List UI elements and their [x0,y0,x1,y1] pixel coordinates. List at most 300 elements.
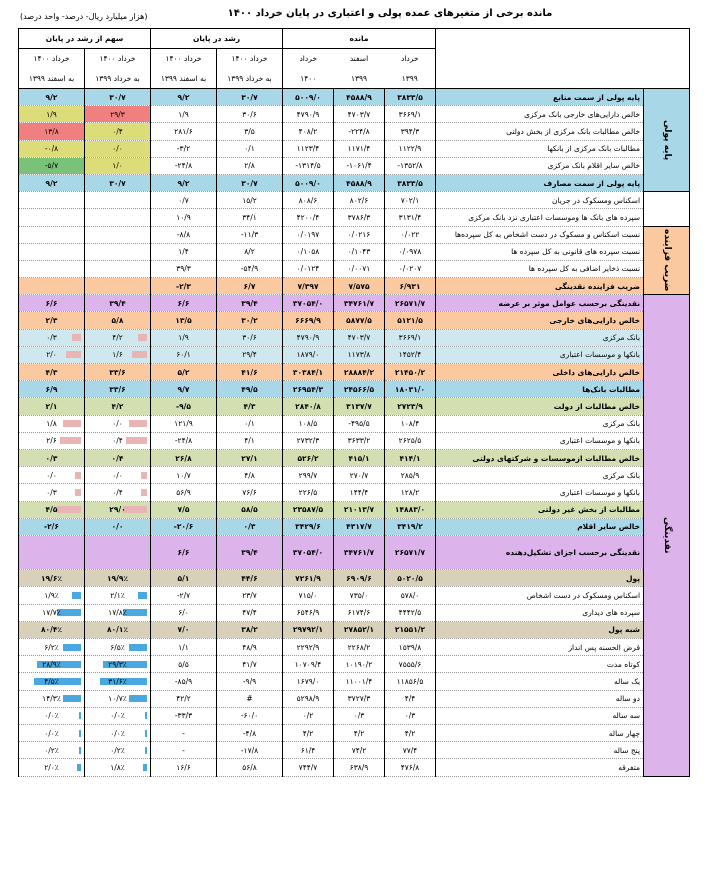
share-value: ۱۰/۷٪ [108,694,127,704]
balance-khordad99: ۰/۰۹۷۸ [385,243,436,260]
row-label: بانک مرکزی [436,329,644,346]
balance-khordad99: ۳۹۴/۳ [385,123,436,140]
growth-vs-1399: ۱۶/۶ [151,759,217,776]
share-bar-cell [88,488,147,497]
row-label: خالص مطالبات بانک مرکزی از بخش دولتی [436,123,644,140]
share-bar [72,334,81,341]
balance-khordad1400: ۰/۲ [283,707,334,724]
share-value: ۱/۹٪ [44,591,59,601]
page-title: مانده برخی از متغیرهای عمده پولی و اعتباری در پایان خرداد ۱۴۰۰ [227,8,553,19]
share-vs-kh99: ۳۳/۶ [85,364,151,381]
share-vs-kh99 [85,724,151,741]
share-bar [129,644,147,651]
row-label: بانک مرکزی [436,415,644,432]
row-label: دو ساله [436,690,644,707]
balance-khordad99: ۷۵۵۵/۶ [385,656,436,673]
growth-vs-kh99: ۲/۸ [217,157,283,174]
balance-esfand: ۸۰۲/۶ [334,192,385,209]
share-vs-1399: ۲/۳ [19,312,85,329]
growth-vs-kh99: ۳۹/۴ [217,295,283,312]
growth-vs-1399: ۹/۲ [151,174,217,191]
balance-esfand: ۴۵۸۸/۹ [334,174,385,191]
share-bar [66,351,81,358]
table-row [19,656,690,673]
table-row [19,140,690,157]
row-label: خالص سایر اقلام بانک مرکزی [436,157,644,174]
share-value: ۱/۶ [112,350,123,360]
share-vs-kh99 [85,415,151,432]
growth-vs-1399: -۲۰/۶ [151,518,217,535]
share-bar-cell [22,608,81,617]
share-vs-1399 [19,209,85,226]
h-growth-vskh: به خرداد ۱۳۹۹ [217,69,283,89]
data-table [18,28,690,777]
growth-vs-kh99: ۴/۸ [217,467,283,484]
share-value: ۴/۵٪ [44,676,59,686]
growth-vs-kh99: ۴/۱ [217,432,283,449]
share-value: ۶/۲٪ [44,642,59,652]
balance-khordad1400: ۷/۳۹۷ [283,278,334,295]
table-row [19,467,690,484]
section-label: ضریب فزاینده [644,226,690,295]
table-row [19,484,690,501]
share-header: سهم از رشد در پایان [19,29,151,49]
growth-vs-kh99: ۳۰/۶ [217,106,283,123]
balance-esfand: ۲۷۰/۷ [334,467,385,484]
share-vs-kh99 [85,501,151,518]
growth-vs-kh99: ۴۱/۶ [217,364,283,381]
share-vs-1399 [19,673,85,690]
balance-header: مانده [283,29,436,49]
balance-khordad99: ۳۱۳۱/۴ [385,209,436,226]
share-value: ۲/۰ [46,350,57,360]
share-value: ۱/۸٪ [110,762,125,772]
growth-vs-1399: ۰/۷ [151,192,217,209]
balance-khordad1400: ۲۸۴۰/۸ [283,398,334,415]
share-bar [63,420,81,427]
row-label: خالص مطالبات ازموسسات و شرکتهای دولتی [436,449,644,466]
row-label: سپرده های دیداری [436,604,644,621]
balance-khordad99: ۲۱۴۵۰/۲ [385,364,436,381]
balance-khordad99: ۳۴۱۹/۲ [385,518,436,535]
share-vs-1399 [19,346,85,363]
table-row [19,174,690,191]
balance-esfand: ۲۲۶۸/۲ [334,639,385,656]
table-row [19,621,690,638]
table-row [19,226,690,243]
balance-esfand: ۶۹۰۹/۶ [334,570,385,587]
growth-vs-kh99: ۱۵/۲ [217,192,283,209]
growth-vs-kh99: ۶/۷ [217,278,283,295]
row-label: بانک مرکزی [436,467,644,484]
balance-khordad99: ۱۰۸/۴ [385,415,436,432]
table-row [19,346,690,363]
share-vs-1399 [19,759,85,776]
growth-vs-kh99: ۳۰/۷ [217,89,283,106]
growth-vs-kh99: ۴۸/۹ [217,639,283,656]
h-khordad1400: خرداد [299,54,318,64]
share-bar-cell [22,746,81,755]
row-label: بانکها و موسسات اعتباری [436,432,644,449]
share-bar [129,695,147,702]
share-value: ۲/۱٪ [110,591,125,601]
growth-vs-kh99: ۴۹/۵ [217,381,283,398]
row-label: سپرده های بانک ها وموسسات اعتباری نزد بانک مرکزی [436,209,644,226]
share-vs-kh99: ۳۰/۷ [85,89,151,106]
share-vs-1399 [19,587,85,604]
growth-vs-kh99: ۸/۲ [217,243,283,260]
balance-khordad1400: ۰/۱۰۵۸ [283,243,334,260]
growth-vs-kh99: ۳۴/۱ [217,209,283,226]
table-row [19,243,690,260]
share-vs-kh99: ۸۰/۱٪ [85,621,151,638]
share-vs-1399: ۱/۹ [19,106,85,123]
share-vs-1399 [19,484,85,501]
balance-khordad1400: ۲۳۵۸۷/۵ [283,501,334,518]
share-vs-kh99 [85,707,151,724]
balance-esfand: -۲۲۴/۸ [334,123,385,140]
h-khordad99: خرداد [385,49,436,69]
share-bar [63,644,81,651]
growth-vs-1399: ۱۲۱/۹ [151,415,217,432]
share-vs-kh99 [85,759,151,776]
row-label: نسبت سپرده های قانونی به کل سپرده ها [436,243,644,260]
balance-khordad1400: ۷۲۶۱/۹ [283,570,334,587]
balance-khordad1400: ۱۶۷۹/۰ [283,673,334,690]
share-bar-cell [88,677,147,686]
row-label: نسبت اسکناس و مسکوک در دست اشخاص به کل سپرده‌ها [436,226,644,243]
row-label: اسکناس ومسکوک در دست اشخاص [436,587,644,604]
balance-esfand: ۰/۰۰۷۱ [334,260,385,277]
growth-vs-kh99: -۶۰/۰ [217,707,283,724]
share-vs-1399 [19,226,85,243]
share-bar [138,334,147,341]
share-bar [143,764,147,771]
share-vs-1399: ۱۹/۶٪ [19,570,85,587]
table-row [19,209,690,226]
share-bar-cell [22,333,81,342]
growth-vs-1399: ۱/۹ [151,106,217,123]
share-value: ۳۱/۶٪ [108,676,127,686]
balance-khordad1400: ۲۲۶/۵ [283,484,334,501]
row-label: نقدینگی برحسب عوامل موثر بر عرضه [436,295,644,312]
table-row [19,278,690,295]
share-vs-1399: ۰/۳ [19,449,85,466]
share-bar [79,730,81,737]
growth-vs-1399: ۶/۰ [151,604,217,621]
share-value: ۱۷/۸٪ [108,608,127,618]
growth-vs-1399: ۱۳/۵ [151,312,217,329]
h-growth-vs1399: به اسفند ۱۳۹۹ [151,69,217,89]
balance-khordad1400: ۵۰۰۹/۰ [283,174,334,191]
share-vs-kh99 [85,467,151,484]
balance-khordad1400: ۴۲۰۰/۴ [283,209,334,226]
share-bar-cell [22,591,81,600]
share-vs-kh99: ۳۳/۶ [85,381,151,398]
growth-vs-1399: ۳۹/۳ [151,260,217,277]
share-value: ۰/۴ [112,487,123,497]
growth-vs-1399: ۵/۵ [151,656,217,673]
table-row [19,501,690,518]
table-row [19,157,690,174]
balance-esfand: ۲۱۰۱۳/۷ [334,501,385,518]
share-bar-cell [22,677,81,686]
h-y1399a: ۱۳۹۹ [334,69,385,89]
share-vs-1399: ۸۰/۴٪ [19,621,85,638]
growth-vs-kh99: ۴۷/۴ [217,604,283,621]
row-label: قرض الحسنه پس انداز [436,639,644,656]
share-bar [63,695,81,702]
growth-vs-1399: ۲۸۱/۶ [151,123,217,140]
row-label: یک ساله [436,673,644,690]
share-bar [79,747,81,754]
growth-vs-1399: ۲۶/۸ [151,449,217,466]
growth-vs-kh99: ۵۸/۵ [217,501,283,518]
share-vs-kh99 [85,604,151,621]
table-row [19,759,690,776]
share-bar-cell [88,711,147,720]
row-label: متفرقه [436,759,644,776]
table-row [19,587,690,604]
balance-khordad1400: ۱۰۸/۵ [283,415,334,432]
growth-vs-kh99: ۳۰/۶ [217,329,283,346]
balance-khordad99: ۵۷۸/۰ [385,587,436,604]
share-vs-1399: ۶/۹ [19,381,85,398]
growth-vs-kh99: ۵۶/۸ [217,759,283,776]
row-label: خالص سایر اقلام [436,518,644,535]
share-vs-kh99 [85,346,151,363]
balance-esfand: ۱۰۱۹۰/۲ [334,656,385,673]
balance-esfand: ۷۴/۲ [334,742,385,759]
table-row [19,312,690,329]
table-row [19,724,690,741]
table-row [19,415,690,432]
share-vs-kh99 [85,278,151,295]
share-bar [138,592,147,599]
unit-note: (هزار میلیارد ریال- درصد- واحد درصد) [20,12,148,21]
balance-khordad99: ۲۶۲۵/۵ [385,432,436,449]
table-row [19,742,690,759]
table-row [19,673,690,690]
share-bar-cell [22,505,81,514]
balance-khordad99: ۳۸۳۳/۵ [385,174,436,191]
balance-khordad1400: ۳۷۰۵۴/۰ [283,535,334,569]
row-label: پایه پولی از سمت مصارف [436,174,644,191]
row-label: خالص دارایی‌های خارجی [436,312,644,329]
table-row [19,398,690,415]
balance-khordad99: ۷۰۲/۱ [385,192,436,209]
balance-khordad1400: ۱۰۷۰۹/۴ [283,656,334,673]
balance-esfand: ۴۱۵/۱ [334,449,385,466]
growth-vs-kh99: ۳۰/۷ [217,174,283,191]
balance-esfand: ۲۸۸۸۴/۲ [334,364,385,381]
h-y1399b: ۱۳۹۹ [385,69,436,89]
balance-khordad99: ۱۴۸۸۳/۰ [385,501,436,518]
section-blank [644,209,690,226]
share-value: ۰/۲٪ [110,745,125,755]
balance-esfand: ۷۳۵/۰ [334,587,385,604]
share-bar [145,730,147,737]
balance-khordad99: ۲۶۵۷۱/۷ [385,295,436,312]
balance-esfand: ۰/۱۰۴۳ [334,243,385,260]
share-vs-1399 [19,742,85,759]
row-label: سه ساله [436,707,644,724]
header-blank-3 [436,69,690,89]
balance-esfand: ۶۱۷۴/۶ [334,604,385,621]
share-vs-kh99: ۰/۰ [85,140,151,157]
balance-esfand: ۳۷۸۶/۳ [334,209,385,226]
share-vs-kh99: ۰/۴ [85,449,151,466]
balance-esfand: ۴۷۰۳/۷ [334,329,385,346]
share-bar-cell [22,419,81,428]
balance-khordad1400: ۲۷۳۲/۳ [283,432,334,449]
growth-vs-1399: - [151,742,217,759]
table-row [19,381,690,398]
share-vs-1399 [19,467,85,484]
share-bar [57,506,81,513]
share-bar-cell [88,436,147,445]
share-vs-kh99: ۴/۲ [85,398,151,415]
share-bar-cell [88,643,147,652]
row-label: نقدینگی برحسب اجزای تشکیل‌دهنده [436,535,644,569]
growth-vs-kh99: ۲۹/۴ [217,346,283,363]
share-bar-cell [88,419,147,428]
share-value: ۴/۲ [112,333,123,343]
growth-vs-kh99: ۰/۱ [217,415,283,432]
balance-khordad99: ۴۱۴/۱ [385,449,436,466]
h-y1400: ۱۴۰۰ [283,69,334,89]
growth-vs-kh99: ۳۸/۲ [217,621,283,638]
share-vs-kh99: ۵/۸ [85,312,151,329]
share-vs-1399 [19,192,85,209]
balance-khordad1400: ۷۴۴/۷ [283,759,334,776]
share-bar-cell [88,505,147,514]
share-bar [75,472,81,479]
growth-vs-1399: -۲۴/۸ [151,432,217,449]
share-bar [72,592,81,599]
share-vs-kh99 [85,329,151,346]
growth-vs-1399: ۱/۴ [151,243,217,260]
h-growth-g1400: خرداد ۱۴۰۰ [151,49,217,69]
growth-vs-1399: -۳/۲ [151,140,217,157]
share-value: ۰/۲٪ [44,745,59,755]
balance-esfand: ۴۷۰۳/۷ [334,106,385,123]
balance-khordad99: ۲۱۵۵۱/۲ [385,621,436,638]
share-vs-1399: -۲/۶ [19,518,85,535]
row-label: مطالبات بانک‌ها [436,381,644,398]
balance-khordad1400: ۴۰۸/۲ [283,123,334,140]
balance-khordad99: ۲۶۵۷۱/۷ [385,535,436,569]
balance-khordad1400: ۰/۰۱۲۴ [283,260,334,277]
share-value: ۰/۳ [46,487,57,497]
balance-esfand: ۶۳۸/۹ [334,759,385,776]
row-label: مطالبات از بخش غیر دولتی [436,501,644,518]
growth-vs-kh99: ۰/۳ [217,518,283,535]
share-bar-cell [22,763,81,772]
share-vs-1399 [19,260,85,277]
row-label: بانکها و موسسات اعتباری [436,484,644,501]
growth-vs-kh99: ۳۹/۴ [217,535,283,569]
row-label: خالص مطالبات از دولت [436,398,644,415]
share-vs-1399: ۴/۳ [19,364,85,381]
share-value: ۲۹/۳٪ [108,659,127,669]
balance-khordad1400: ۰/۰۱۹۷ [283,226,334,243]
share-bar [75,489,81,496]
share-vs-1399: ۲/۱ [19,398,85,415]
share-bar [129,420,147,427]
growth-vs-kh99: -۹/۹ [217,673,283,690]
balance-khordad1400: ۶۶۶۹/۹ [283,312,334,329]
growth-vs-kh99: -۵۴/۹ [217,260,283,277]
table-row [19,518,690,535]
growth-vs-1399: ۶/۶ [151,295,217,312]
balance-khordad99: ۳۸۳۳/۵ [385,89,436,106]
balance-khordad99: ۳۶۶۹/۱ [385,106,436,123]
share-bar-cell [22,350,81,359]
share-vs-1399: ۶/۶ [19,295,85,312]
balance-khordad1400: ۶۵۴۶/۹ [283,604,334,621]
table-row [19,260,690,277]
table-row [19,707,690,724]
balance-khordad1400: ۲۹۹/۷ [283,467,334,484]
balance-khordad99: ۵۱۲۱/۵ [385,312,436,329]
balance-khordad1400: ۲۲۹۲/۹ [283,639,334,656]
h-share-vskh: به خرداد ۱۳۹۹ [85,69,151,89]
growth-vs-kh99: ۴۴/۶ [217,570,283,587]
growth-vs-1399: ۵/۱ [151,570,217,587]
table-row [19,123,690,140]
share-vs-kh99 [85,432,151,449]
balance-khordad99: ۶/۹۳۱ [385,278,436,295]
share-vs-kh99 [85,243,151,260]
share-vs-kh99 [85,260,151,277]
share-vs-kh99 [85,656,151,673]
share-vs-1399 [19,415,85,432]
share-vs-kh99: ۱/۰ [85,157,151,174]
balance-khordad99: ۲۷۲۳/۹ [385,398,436,415]
balance-khordad1400: ۳۴۲۹/۶ [283,518,334,535]
table-row [19,449,690,466]
share-vs-kh99 [85,587,151,604]
growth-vs-1399: -۹/۵ [151,398,217,415]
share-vs-1399 [19,535,85,569]
balance-khordad99: ۴۴۴۲/۵ [385,604,436,621]
balance-esfand: ۳۶۳۳/۲ [334,432,385,449]
growth-header: رشد در پایان [151,29,283,49]
growth-vs-1399: ۵/۲ [151,364,217,381]
row-label: ضریب فزاینده نقدینگی [436,278,644,295]
share-bar-cell [88,763,147,772]
growth-vs-kh99: ۷۶/۶ [217,484,283,501]
balance-khordad99: -۱۳۵۲/۸ [385,157,436,174]
share-value: ۰/۰ [46,470,57,480]
balance-khordad99: ۴/۴ [385,690,436,707]
balance-esfand: ۳۴۷۶۱/۷ [334,295,385,312]
share-vs-1399 [19,329,85,346]
share-value: ۰/۴ [112,436,123,446]
share-vs-1399 [19,707,85,724]
share-bar [79,712,81,719]
balance-khordad1400: ۳۰۳۸۴/۱ [283,364,334,381]
share-vs-1399: -۰/۸ [19,140,85,157]
growth-vs-kh99: ۳/۵ [217,123,283,140]
share-vs-1399 [19,656,85,673]
row-label: چهار ساله [436,724,644,741]
table-row [19,364,690,381]
row-label: اسکناس ومسکوک در جریان [436,192,644,209]
growth-vs-kh99: ۴۱/۷ [217,656,283,673]
share-vs-kh99: ۱۹/۹٪ [85,570,151,587]
